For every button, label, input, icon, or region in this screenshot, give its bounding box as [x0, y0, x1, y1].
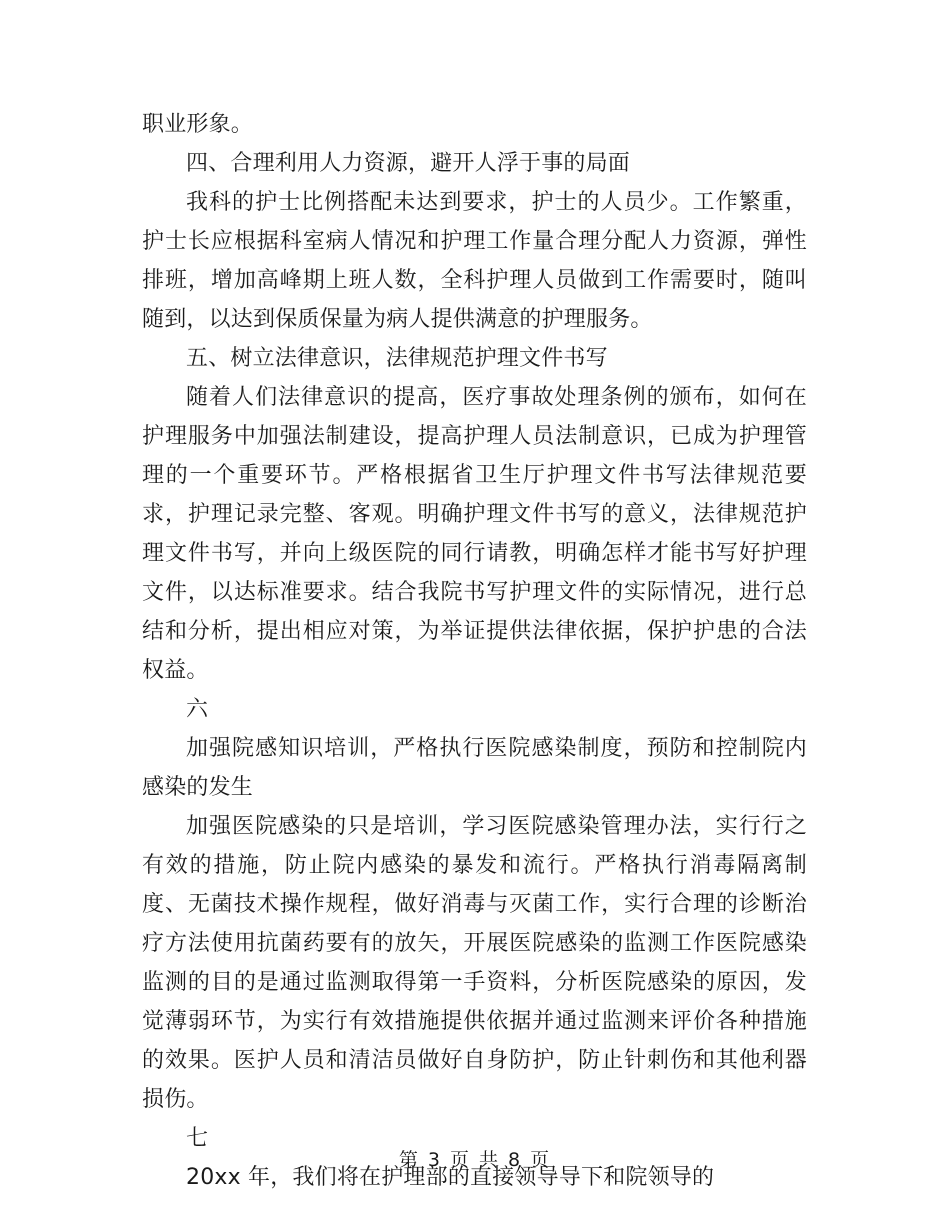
paragraph-plan: 20xx 年，我们将在护理部的直接领导导下和院领导的	[186, 1165, 715, 1190]
paragraph-staffing: 我科的护士比例搭配未达到要求，护士的人员少。工作繁重，护士长应根据科室病人情况和护理工作量合理分配人力资源，弹性排班，增加高峰期上班人数，全科护理人员做到工作需要时，随叫随到，以达到保质保量为病人提供满意的护理服务。	[142, 190, 807, 332]
section-heading-4: 四、合理利用人力资源，避开人浮于事的局面	[186, 151, 631, 176]
paragraph-1: 职业形象。	[142, 112, 254, 137]
section-heading-5: 五、树立法律意识，法律规范护理文件书写	[186, 346, 608, 371]
section-number-6: 六	[186, 697, 209, 722]
paragraph-infection: 加强医院感染的只是培训，学习医院感染管理办法，实行行之有效的措施，防止院内感染的暴发和流行。严格执行消毒隔离制度、无菌技术操作规程，做好消毒与灭菌工作，实行合理的诊断治疗方法使用抗菌药要有的放矢，开展医院感染的监测工作医院感染监测的目的是通过监测取得第一手资料，分析医院感染的原因，发觉薄弱环节，为实行有效措施提供依据并通过监测来评价各种措施的效果。医护人员和清洁员做好自身防护，防止针刺伤和其他利器损伤。	[142, 814, 807, 1112]
section-number-7: 七	[186, 1126, 209, 1151]
paragraph-legal: 随着人们法律意识的提高，医疗事故处理条例的颁布，如何在护理服务中加强法制建设，提高护理人员法制意识，已成为护理管理的一个重要环节。严格根据省卫生厅护理文件书写法律规范要求，护理记录完整、客观。明确护理文件书写的意义，法律规范护理文件书写，并向上级医院的同行请教，明确怎样才能书写好护理文件，以达标准要求。结合我院书写护理文件的实际情况，进行总结和分析，提出相应对策，为举证提供法律依据，保护护患的合法权益。	[142, 385, 807, 683]
body-text	[142, 105, 807, 1197]
section-heading-6: 加强院感知识培训，严格执行医院感染制度，预防和控制院内感染的发生	[142, 736, 807, 800]
page-footer: 第 3 页 共 8 页	[398, 1149, 552, 1171]
